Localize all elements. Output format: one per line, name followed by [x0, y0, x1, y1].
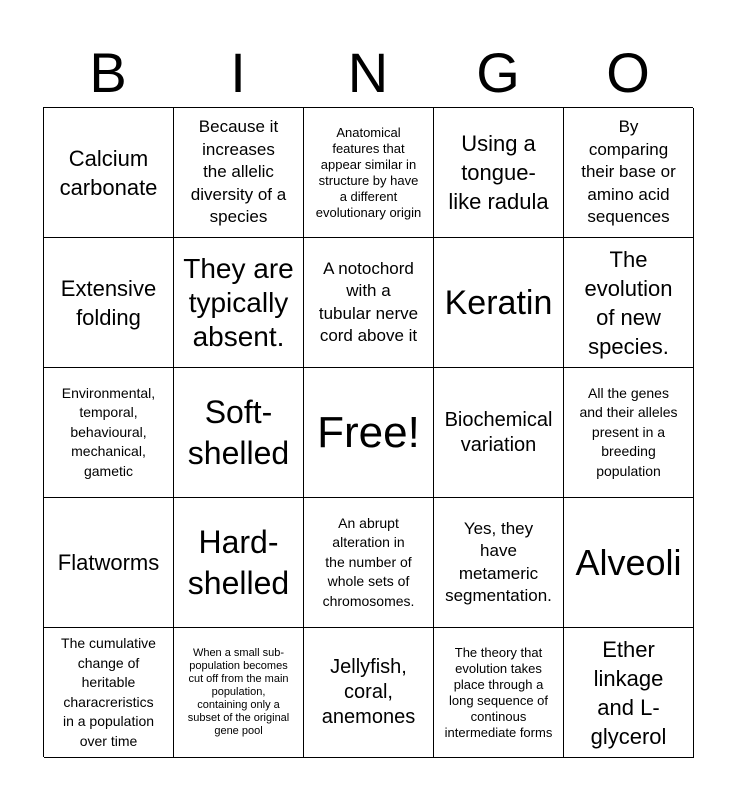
header-letter-i: I [230, 41, 246, 104]
bingo-cell[interactable]: The evolution of new species. [564, 238, 694, 368]
bingo-cell[interactable]: A notochord with a tubular nerve cord above it [304, 238, 434, 368]
bingo-cell[interactable]: Extensive folding [44, 238, 174, 368]
bingo-cell[interactable]: An abrupt alteration in the number of whole sets of chromosomes. [304, 498, 434, 628]
bingo-grid [43, 107, 693, 757]
bingo-cell[interactable]: Anatomical features that appear similar in structure by have a different evolutionary origin [304, 108, 434, 238]
bingo-cell[interactable]: Soft- shelled [174, 368, 304, 498]
bingo-cell[interactable]: Jellyfish, coral, anemones [304, 628, 434, 758]
header-letter-n: N [347, 41, 389, 104]
bingo-cell[interactable]: Alveoli [564, 498, 694, 628]
free-space-cell[interactable]: Free! [304, 368, 434, 498]
header-letter-g: G [476, 41, 520, 104]
header-letter-o: O [606, 41, 650, 104]
bingo-cell[interactable]: The theory that evolution takes place through a long sequence of continous intermediate forms [434, 628, 564, 758]
bingo-cell[interactable]: Calcium carbonate [44, 108, 174, 238]
bingo-cell[interactable]: Environmental, temporal, behavioural, mechanical, gametic [44, 368, 174, 498]
bingo-cell[interactable]: By comparing their base or amino acid sequences [564, 108, 694, 238]
bingo-cell[interactable]: Using a tongue- like radula [434, 108, 564, 238]
bingo-cell[interactable]: All the genes and their alleles present in a breeding population [564, 368, 694, 498]
bingo-cell[interactable]: When a small sub- population becomes cut off from the main population, containing only a subset of the original gene pool [174, 628, 304, 758]
header-letter-b: B [89, 41, 127, 104]
bingo-header [43, 40, 693, 106]
bingo-cell[interactable]: They are typically absent. [174, 238, 304, 368]
bingo-cell[interactable]: Flatworms [44, 498, 174, 628]
bingo-cell[interactable]: Because it increases the allelic diversity of a species [174, 108, 304, 238]
bingo-cell[interactable]: The cumulative change of heritable characreristics in a population over time [44, 628, 174, 758]
bingo-cell[interactable]: Ether linkage and L- glycerol [564, 628, 694, 758]
bingo-cell[interactable]: Keratin [434, 238, 564, 368]
bingo-cell[interactable]: Hard- shelled [174, 498, 304, 628]
bingo-cell[interactable]: Yes, they have metameric segmentation. [434, 498, 564, 628]
bingo-cell[interactable]: Biochemical variation [434, 368, 564, 498]
